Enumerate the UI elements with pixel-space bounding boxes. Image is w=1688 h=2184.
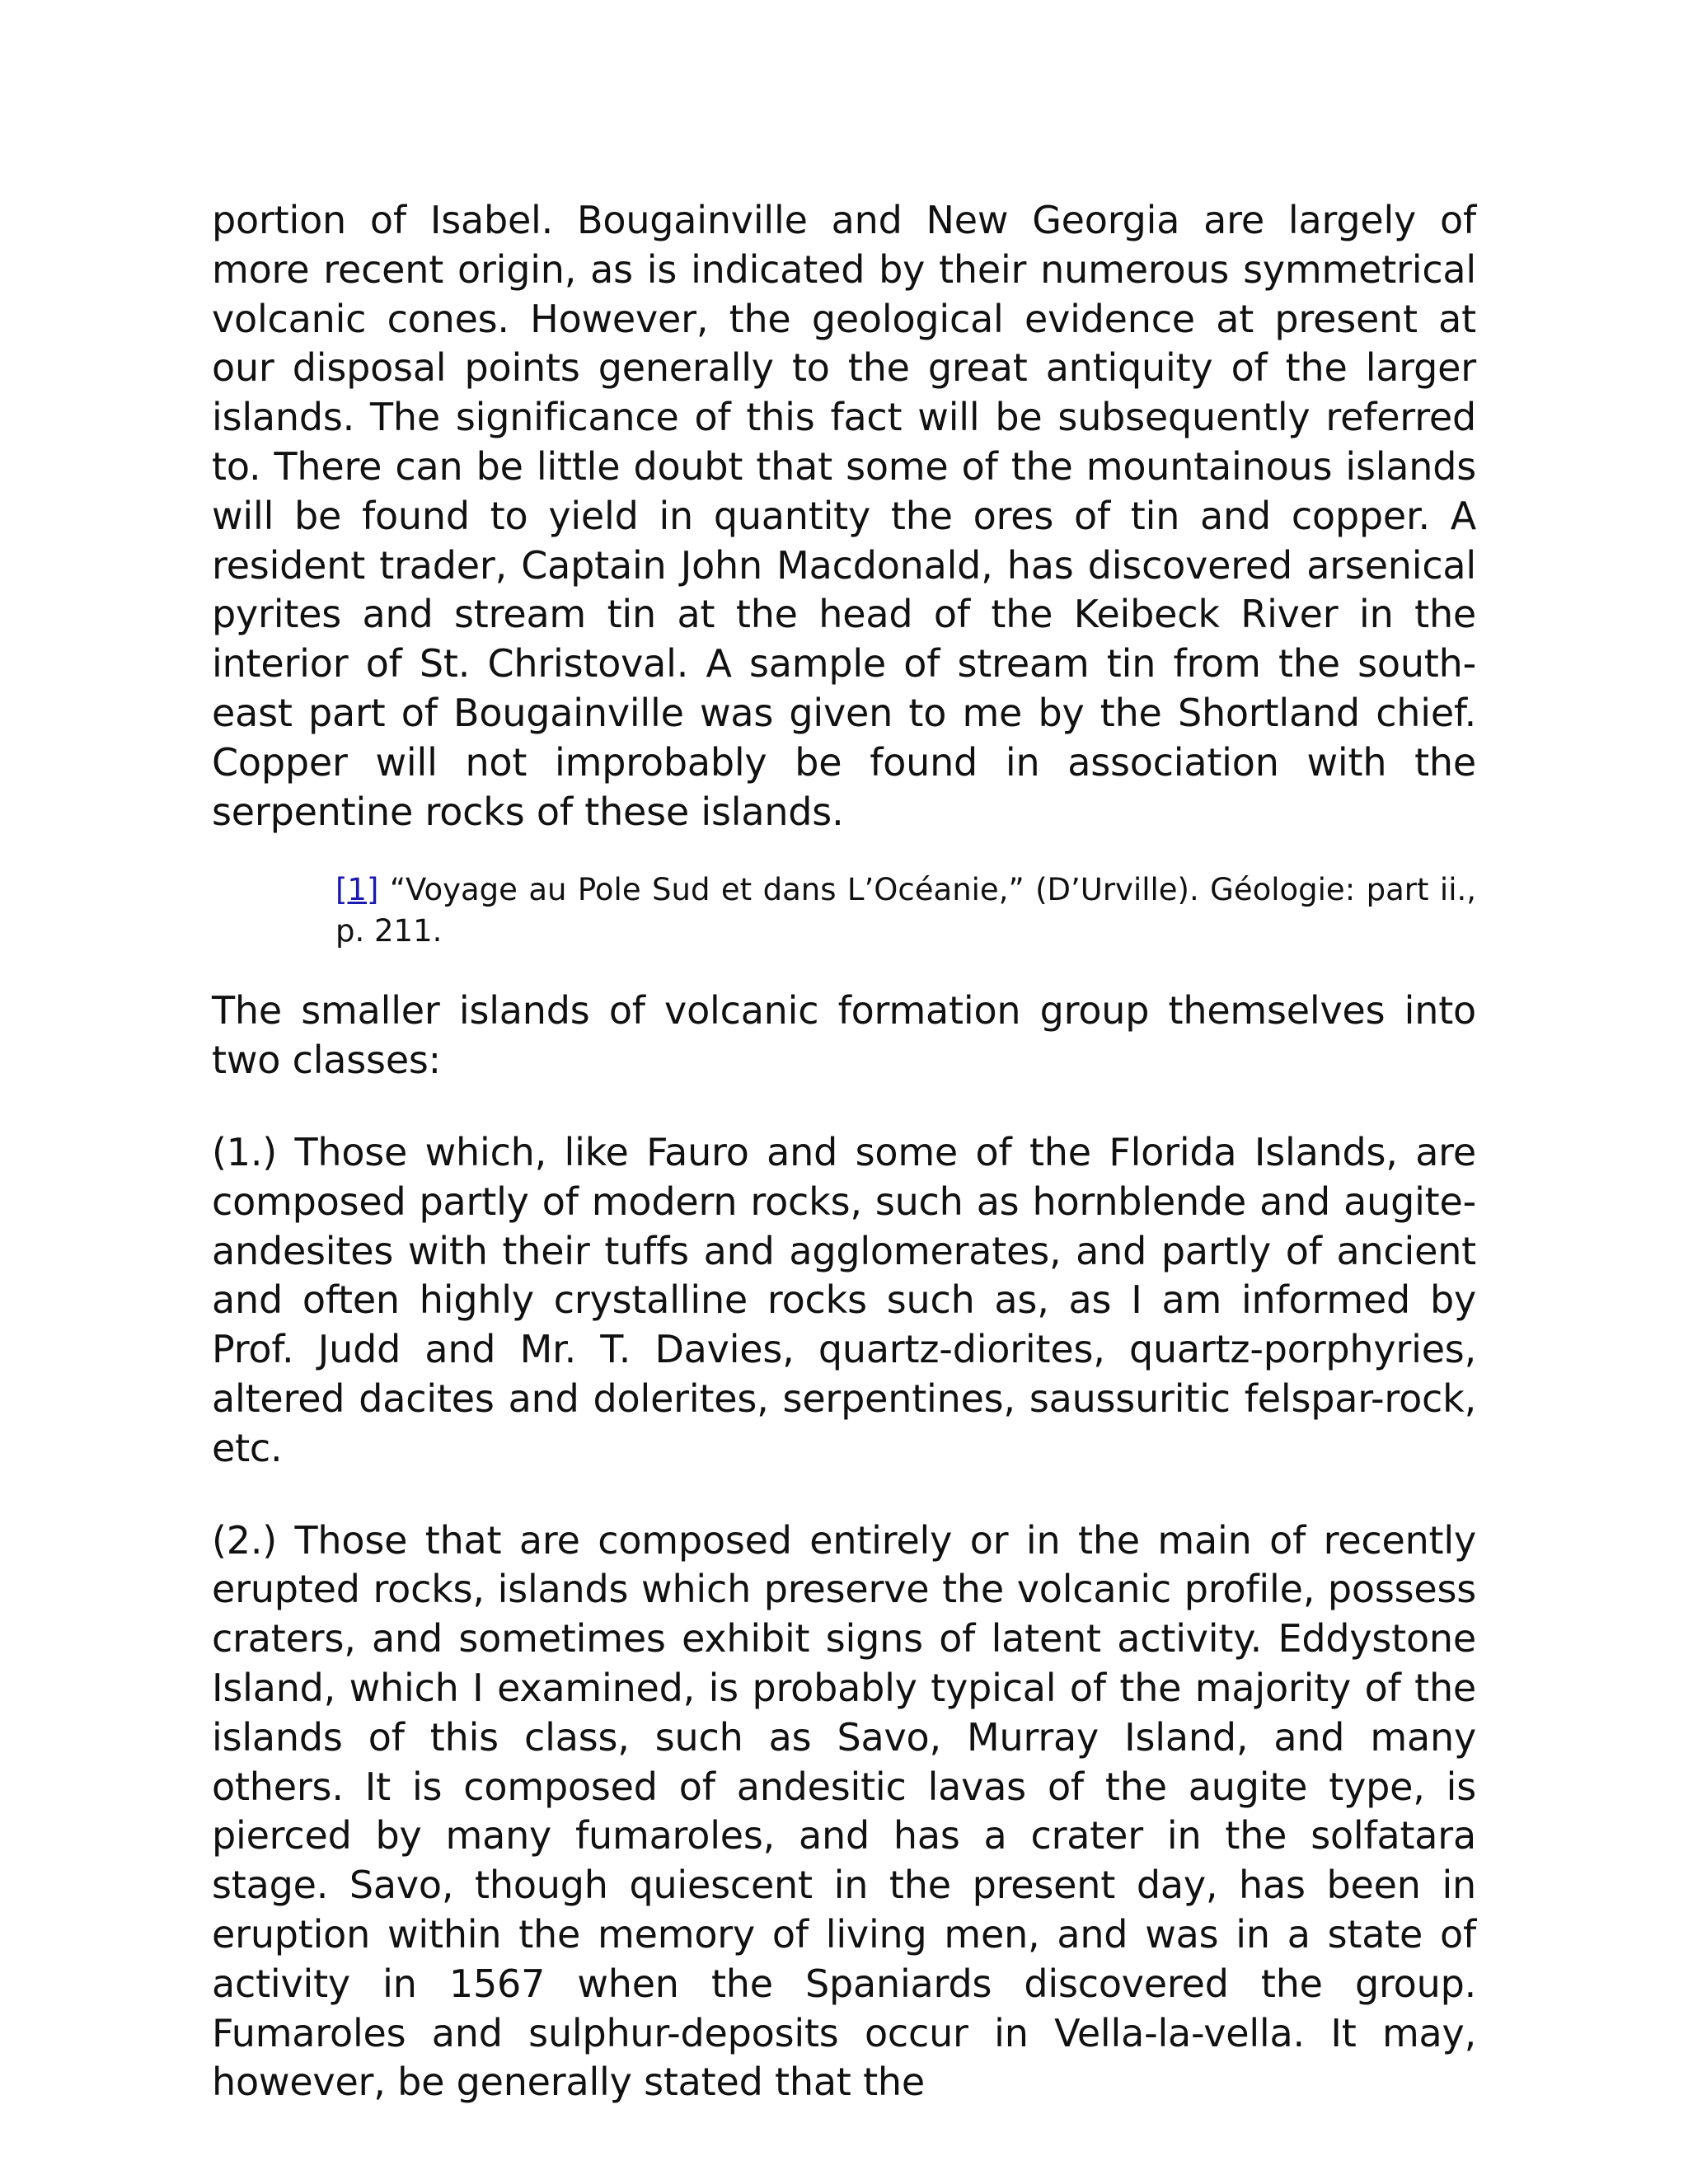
- paragraph-geology: portion of Isabel. Bougainville and New Georgia are largely of more recent origin, as is indicated by their numerous symmetrical volcanic cones. However, the geological evidence at present at our disposal points generally to the great antiquity of the larger islands. The significance of this fact will be subsequently referred to. There can be little doubt that some of the mountainous islands will be found to yield in quantity the ores of tin and copper. A resident trader, Captain John Macdonald, has discovered arsenical pyrites and stream tin at the head of the Keibeck River in the interior of St. Christoval. A sample of stream tin from the south-east part of Bougainville was given to me by the Shortland chief. Copper will not improbably be found in association with the serpentine rocks of these islands.: [212, 198, 1476, 834]
- footnote-text: “Voyage au Pole Sud et dans L’Océanie,” (D’Urville). Géologie: part ii., p. 211.: [335, 872, 1476, 949]
- footnote-ref-link[interactable]: [1]: [335, 872, 379, 908]
- paragraph-volcanic-classes: The smaller islands of volcanic formation group themselves into two classes:: [212, 988, 1476, 1083]
- footnote: [335, 869, 1476, 952]
- paragraph-class-two: (2.) Those that are composed entirely or in the main of recently erupted rocks, islands which preserve the volcanic profile, possess craters, and sometimes exhibit signs of latent activity. Eddystone Island, which I examined, is probably typical of the majority of the islands of this class, such as Savo, Murray Island, and many others. It is composed of andesitic lavas of the augite type, is pierced by many fumaroles, and has a crater in the solfatara stage. Savo, though quiescent in the present day, has been in eruption within the memory of living men, and was in a state of activity in 1567 when the Spaniards discovered the group. Fumaroles and sulphur-deposits occur in Vella-la-vella. It may, however, be generally stated that the: [212, 1517, 1476, 2105]
- document-page: [212, 196, 1476, 2107]
- paragraph-class-one: (1.) Those which, like Fauro and some of the Florida Islands, are composed partly of modern rocks, such as hornblende and augite-andesites with their tuffs and agglomerates, and partly of ancient and often highly crystalline rocks such as, as I am informed by Prof. Judd and Mr. T. Davies, quartz-diorites, quartz-porphyries, altered dacites and dolerites, serpentines, saussuritic felspar-rock, etc.: [212, 1129, 1476, 1470]
